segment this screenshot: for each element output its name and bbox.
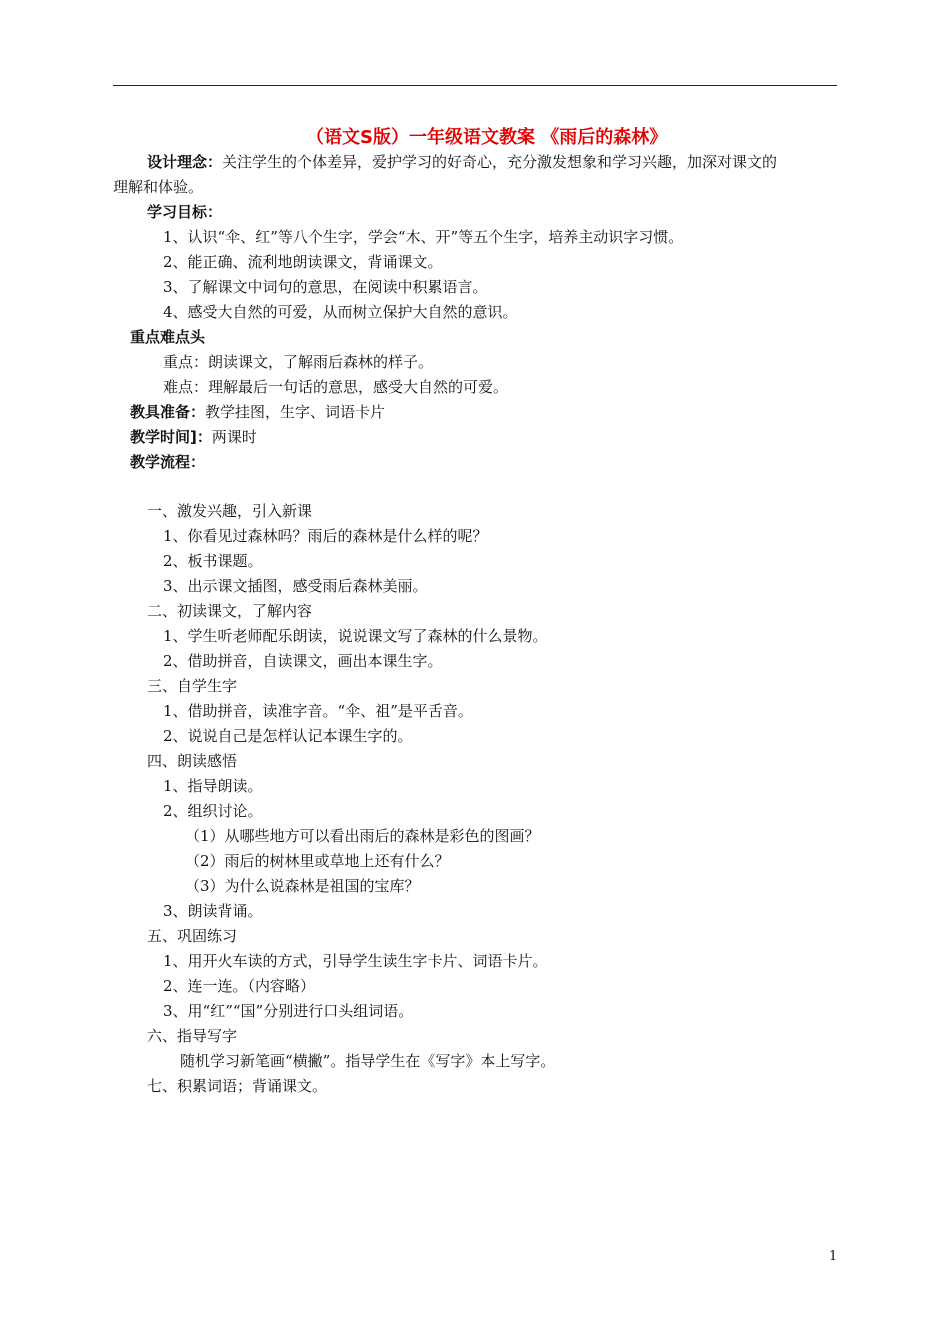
- process-section: 一、激发兴趣，引入新课: [147, 502, 313, 520]
- keypoints-label: 重点难点头: [130, 328, 206, 346]
- process-section: 二、初读课文，了解内容: [147, 602, 313, 620]
- tools-text: 教学挂图，生字、词语卡片: [205, 403, 386, 421]
- time-text: 两课时: [211, 428, 257, 446]
- process-item: 随机学习新笔画“横撇”。指导学生在《写字》本上写字。: [180, 1052, 556, 1070]
- goal-item: 1、认识“伞、红”等八个生字，学会“木、开”等五个生字，培养主动识字习惯。: [163, 228, 684, 246]
- time-line: [130, 427, 257, 447]
- process-subitem: （3）为什么说森林是祖国的宝库？: [185, 877, 420, 895]
- process-item: 1、学生听老师配乐朗读，说说课文写了森林的什么景物。: [163, 627, 548, 645]
- process-subitem: （1）从哪些地方可以看出雨后的森林是彩色的图画？: [185, 827, 540, 845]
- goal-item: 4、感受大自然的可爱，从而树立保护大自然的意识。: [163, 303, 518, 321]
- header-rule: [113, 85, 837, 86]
- keypoint-text: 重点：朗读课文，了解雨后森林的样子。: [163, 353, 434, 371]
- process-subitem: （2）雨后的树林里或草地上还有什么？: [185, 852, 450, 870]
- goals-label: 学习目标：: [147, 203, 223, 221]
- page-number: 1: [829, 1249, 838, 1264]
- design-idea-text: 关注学生的个体差异，爱护学习的好奇心，充分激发想象和学习兴趣，加深对课文的: [222, 153, 778, 171]
- process-item: 2、连一连。（内容略）: [163, 977, 316, 995]
- process-item: 3、出示课文插图，感受雨后森林美丽。: [163, 577, 428, 595]
- tools-label: 教具准备：: [130, 403, 206, 421]
- document-title: （语文S版）一年级语文教案 《雨后的森林》: [306, 127, 668, 148]
- process-item: 1、用开火车读的方式，引导学生读生字卡片、词语卡片。: [163, 952, 548, 970]
- process-item: 1、指导朗读。: [163, 777, 263, 795]
- design-idea-text-cont: 理解和体验。: [113, 178, 204, 196]
- process-item: 2、借助拼音，自读课文，画出本课生字。: [163, 652, 443, 670]
- process-section: 六、指导写字: [147, 1027, 238, 1045]
- design-idea-label: 设计理念：: [147, 153, 223, 171]
- process-item: 1、你看见过森林吗？雨后的森林是什么样的呢？: [163, 527, 488, 545]
- process-section: 五、巩固练习: [147, 927, 238, 945]
- goal-item: 2、能正确、流利地朗读课文，背诵课文。: [163, 253, 443, 271]
- time-label: 教学时间]：: [130, 428, 212, 446]
- process-item: 2、板书课题。: [163, 552, 263, 570]
- process-item: 3、朗读背诵。: [163, 902, 263, 920]
- process-item: 2、组织讨论。: [163, 802, 263, 820]
- process-section: 四、朗读感悟: [147, 752, 238, 770]
- process-item: 2、说说自己是怎样认记本课生字的。: [163, 727, 413, 745]
- goal-item: 3、了解课文中词句的意思，在阅读中积累语言。: [163, 278, 488, 296]
- process-item: 1、借助拼音，读准字音。“伞、祖”是平舌音。: [163, 702, 473, 720]
- process-section: 七、积累词语；背诵课文。: [147, 1077, 328, 1095]
- process-label: 教学流程：: [130, 453, 206, 471]
- design-idea-line: [147, 152, 777, 172]
- difficulty-text: 难点：理解最后一句话的意思，感受大自然的可爱。: [163, 378, 509, 396]
- process-item: 3、用“红”“国”分别进行口头组词语。: [163, 1002, 414, 1020]
- tools-line: [130, 402, 385, 422]
- process-section: 三、自学生字: [147, 677, 238, 695]
